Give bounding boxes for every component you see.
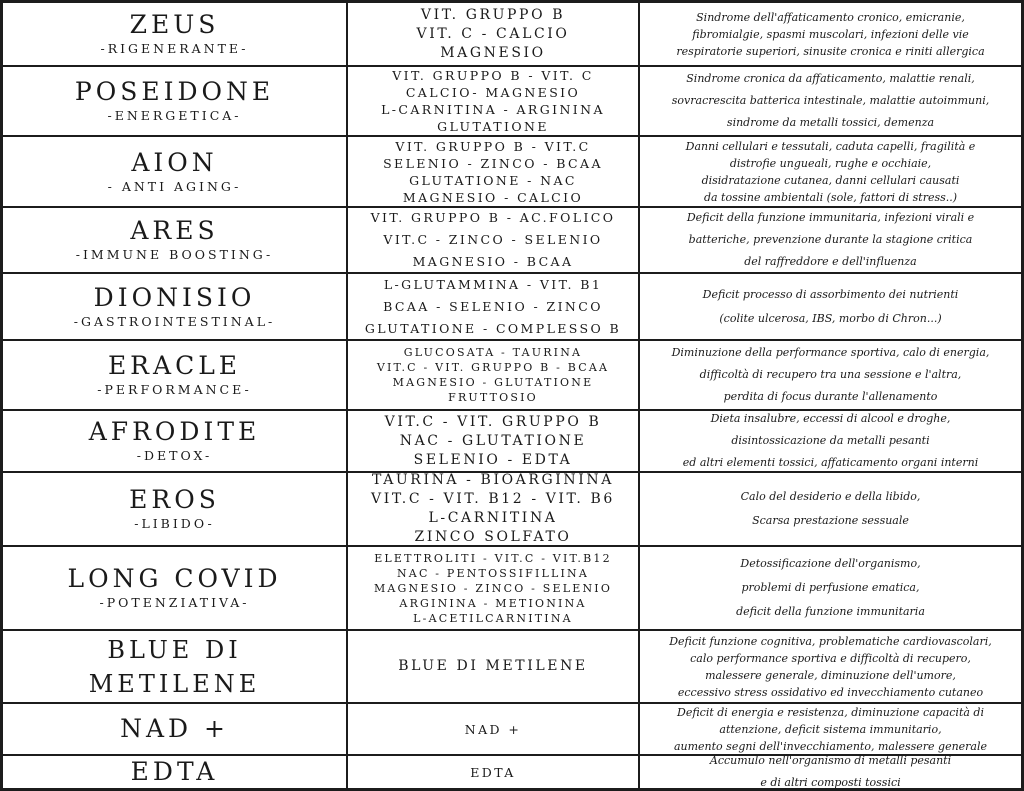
table-row-description-cell: [640, 341, 1021, 411]
table-row-description-cell: [640, 631, 1021, 704]
description-line: fibromialgie, spasmi muscolari, infezioni delle vie: [692, 27, 969, 41]
description-line: problemi di perfusione ematica,: [741, 581, 920, 594]
description-line: perdita di focus durante l'allenamento: [723, 390, 938, 403]
ingredient-line: VIT. C - CALCIO: [416, 25, 570, 42]
ingredient-line: NAC - GLUTATIONE: [399, 432, 587, 449]
ingredient-line: NAD +: [464, 721, 522, 737]
product-subtitle: -POTENZIATIVA-: [99, 595, 250, 610]
ingredient-line: SELENIO - ZINCO - BCAA: [383, 155, 603, 171]
table-row-name-cell: [3, 411, 348, 473]
ingredient-line: VIT.C - ZINCO - SELENIO: [383, 232, 603, 247]
ingredient-line: VIT. GRUPPO B: [420, 6, 566, 23]
ingredient-line: SELENIO - EDTA: [413, 451, 573, 468]
description-line: Scarsa prestazione sessuale: [752, 514, 909, 527]
table-row-ingredients-cell: [348, 208, 640, 274]
product-name: POSEIDONE: [74, 77, 275, 106]
ingredient-line: VIT. GRUPPO B - VIT.C: [395, 138, 591, 154]
description-line: Deficit della funzione immunitaria, infezioni virali e: [686, 211, 975, 224]
ingredient-line: L-GLUTAMMINA - VIT. B1: [383, 276, 603, 292]
description-line: batteriche, prevenzione durante la stagione critica: [688, 233, 973, 246]
table-row-description-cell: [640, 3, 1021, 67]
description-line: difficoltà di recupero tra una sessione e l'altra,: [699, 368, 962, 381]
table-row-ingredients-cell: [348, 411, 640, 473]
ingredient-line: MAGNESIO - CALCIO: [402, 189, 584, 205]
ingredient-line: BCAA - SELENIO - ZINCO: [383, 298, 603, 314]
description-line: malessere generale, diminuzione dell'umore,: [705, 668, 956, 682]
description-line: Dieta insalubre, eccessi di alcool e droghe,: [710, 412, 951, 425]
table-row-ingredients-cell: [348, 274, 640, 341]
table-row-description-cell: [640, 137, 1021, 208]
description-line: Calo del desiderio e della libido,: [740, 490, 921, 503]
table-row-name-cell: [3, 67, 348, 137]
description-line: deficit della funzione immunitaria: [736, 605, 925, 618]
table-row-ingredients-cell: [348, 704, 640, 756]
table-row-ingredients-cell: [348, 756, 640, 788]
product-subtitle: -RIGENERANTE-: [100, 41, 249, 56]
product-subtitle: -PERFORMANCE-: [97, 382, 252, 397]
description-line: Deficit funzione cognitiva, problematiche cardiovascolari,: [669, 634, 992, 648]
table-row-name-cell: [3, 473, 348, 547]
ingredient-line: TAURINA - BIOARGININA: [372, 473, 614, 488]
ingredient-line: BLUE DI METILENE: [398, 658, 588, 674]
product-name: EDTA: [130, 757, 219, 786]
ingredient-line: MAGNESIO - BCAA: [412, 254, 574, 269]
product-name: DIONISIO: [93, 282, 256, 312]
description-line: distrofie ungueali, rughe e occhiaie,: [729, 156, 932, 170]
product-name: ERACLE: [107, 351, 242, 380]
table-row-name-cell: [3, 756, 348, 788]
product-subtitle: -ENERGETICA-: [107, 108, 242, 123]
table-row-name-cell: [3, 704, 348, 756]
table-row-name-cell: [3, 274, 348, 341]
table-row-ingredients-cell: [348, 631, 640, 704]
description-line: (colite ulcerosa, IBS, morbo di Chron...): [719, 311, 942, 325]
table-row-name-cell: [3, 341, 348, 411]
description-line: Deficit processo di assorbimento dei nutrienti: [702, 287, 959, 301]
description-line: eccessivo stress ossidativo ed invecchiamento cutaneo: [677, 685, 984, 699]
product-name: METILENE: [88, 669, 261, 698]
description-line: Sindrome dell'affaticamento cronico, emicranie,: [696, 10, 965, 24]
ingredient-line: MAGNESIO: [440, 44, 546, 61]
ingredient-line: NAC - PENTOSSIFILLINA: [396, 566, 590, 580]
ingredient-line: VIT.C - VIT. B12 - VIT. B6: [371, 491, 615, 507]
table-row-ingredients-cell: [348, 137, 640, 208]
product-name: BLUE DI: [107, 635, 242, 664]
product-name: AION: [131, 147, 218, 177]
table-row-description-cell: [640, 67, 1021, 137]
ingredient-line: L-ACETILCARNITINA: [413, 611, 573, 625]
ingredient-line: VIT.C - VIT. GRUPPO B - BCAA: [376, 361, 610, 374]
ingredient-line: L-CARNITINA: [428, 510, 558, 526]
description-line: calo performance sportiva e difficoltà di recupero,: [690, 651, 971, 665]
description-line: respiratorie superiori, sinusite cronica e riniti allergica: [676, 44, 985, 58]
table-row-ingredients-cell: [348, 67, 640, 137]
product-subtitle: -IMMUNE BOOSTING-: [75, 247, 274, 262]
ingredient-line: FRUTTOSIO: [448, 391, 538, 404]
product-subtitle: -LIBIDO-: [134, 516, 215, 531]
description-line: Sindrome cronica da affaticamento, malattie renali,: [686, 72, 975, 85]
table-row-name-cell: [3, 547, 348, 631]
description-line: Diminuzione della performance sportiva, calo di energia,: [671, 346, 990, 359]
ingredient-line: GLUTATIONE - COMPLESSO B: [364, 320, 622, 336]
description-line: aumento segni dell'invecchiamento, malessere generale: [673, 739, 988, 753]
table-row-description-cell: [640, 411, 1021, 473]
description-line: disintossicazione da metalli pesanti: [731, 434, 930, 447]
description-line: Accumulo nell'organismo di metalli pesanti: [709, 756, 952, 767]
description-line: ed altri elementi tossici, affaticamento organi interni: [682, 456, 979, 469]
table-row-description-cell: [640, 704, 1021, 756]
table-row-description-cell: [640, 547, 1021, 631]
ingredient-line: VIT. GRUPPO B - VIT. C: [392, 68, 594, 83]
product-name: ZEUS: [129, 10, 220, 39]
description-line: attenzione, deficit sistema immunitario,: [719, 722, 942, 736]
table-row-name-cell: [3, 208, 348, 274]
ingredient-line: GLUTATIONE - NAC: [409, 172, 577, 188]
ingredient-line: L-CARNITINA - ARGININA: [381, 102, 605, 117]
description-line: da tossine ambientali (sole, fattori di stress..): [703, 190, 958, 204]
description-line: disidratazione cutanea, danni cellulari causati: [701, 173, 960, 187]
ingredient-line: ELETTROLITI - VIT.C - VIT.B12: [374, 551, 612, 565]
product-name: EROS: [129, 485, 220, 514]
ingredient-line: MAGNESIO - GLUTATIONE: [392, 376, 594, 389]
ingredient-line: VIT.C - VIT. GRUPPO B: [384, 413, 602, 430]
table-row-ingredients-cell: [348, 547, 640, 631]
ingredient-line: ZINCO SOLFATO: [414, 529, 572, 545]
description-line: Detossificazione dell'organismo,: [740, 557, 921, 570]
product-subtitle: - ANTI AGING-: [107, 178, 242, 194]
product-subtitle: -DETOX-: [136, 448, 213, 463]
product-subtitle: -GASTROINTESTINAL-: [73, 313, 276, 329]
table-row-description-cell: [640, 756, 1021, 788]
ingredient-line: GLUCOSATA - TAURINA: [403, 346, 583, 359]
product-name: ARES: [130, 216, 219, 245]
description-line: sindrome da metalli tossici, demenza: [726, 116, 935, 129]
table-row-description-cell: [640, 274, 1021, 341]
product-name: AFRODITE: [88, 417, 261, 446]
table-row-description-cell: [640, 208, 1021, 274]
table-row-description-cell: [640, 473, 1021, 547]
table-row-ingredients-cell: [348, 3, 640, 67]
ingredient-line: EDTA: [470, 764, 516, 780]
description-line: del raffreddore e dell'influenza: [744, 255, 917, 268]
table-row-ingredients-cell: [348, 341, 640, 411]
ingredient-line: ARGININA - METIONINA: [399, 596, 587, 610]
table-row-name-cell: [3, 631, 348, 704]
product-name: NAD +: [120, 714, 229, 743]
description-line: e di altri composti tossici: [760, 776, 901, 788]
ingredient-line: VIT. GRUPPO B - AC.FOLICO: [370, 210, 616, 225]
ingredient-line: CALCIO- MAGNESIO: [405, 85, 581, 100]
table-row-name-cell: [3, 137, 348, 208]
description-line: Deficit di energia e resistenza, diminuzione capacità di: [677, 705, 984, 719]
ingredient-line: GLUTATIONE: [437, 119, 549, 134]
description-line: Danni cellulari e tessutali, caduta capelli, fragilità e: [685, 139, 976, 153]
table-row-name-cell: [3, 3, 348, 67]
ingredient-line: MAGNESIO - ZINCO - SELENIO: [373, 581, 613, 595]
description-line: sovracrescita batterica intestinale, malattie autoimmuni,: [671, 94, 990, 107]
product-name: LONG COVID: [67, 564, 282, 593]
table-row-ingredients-cell: [348, 473, 640, 547]
